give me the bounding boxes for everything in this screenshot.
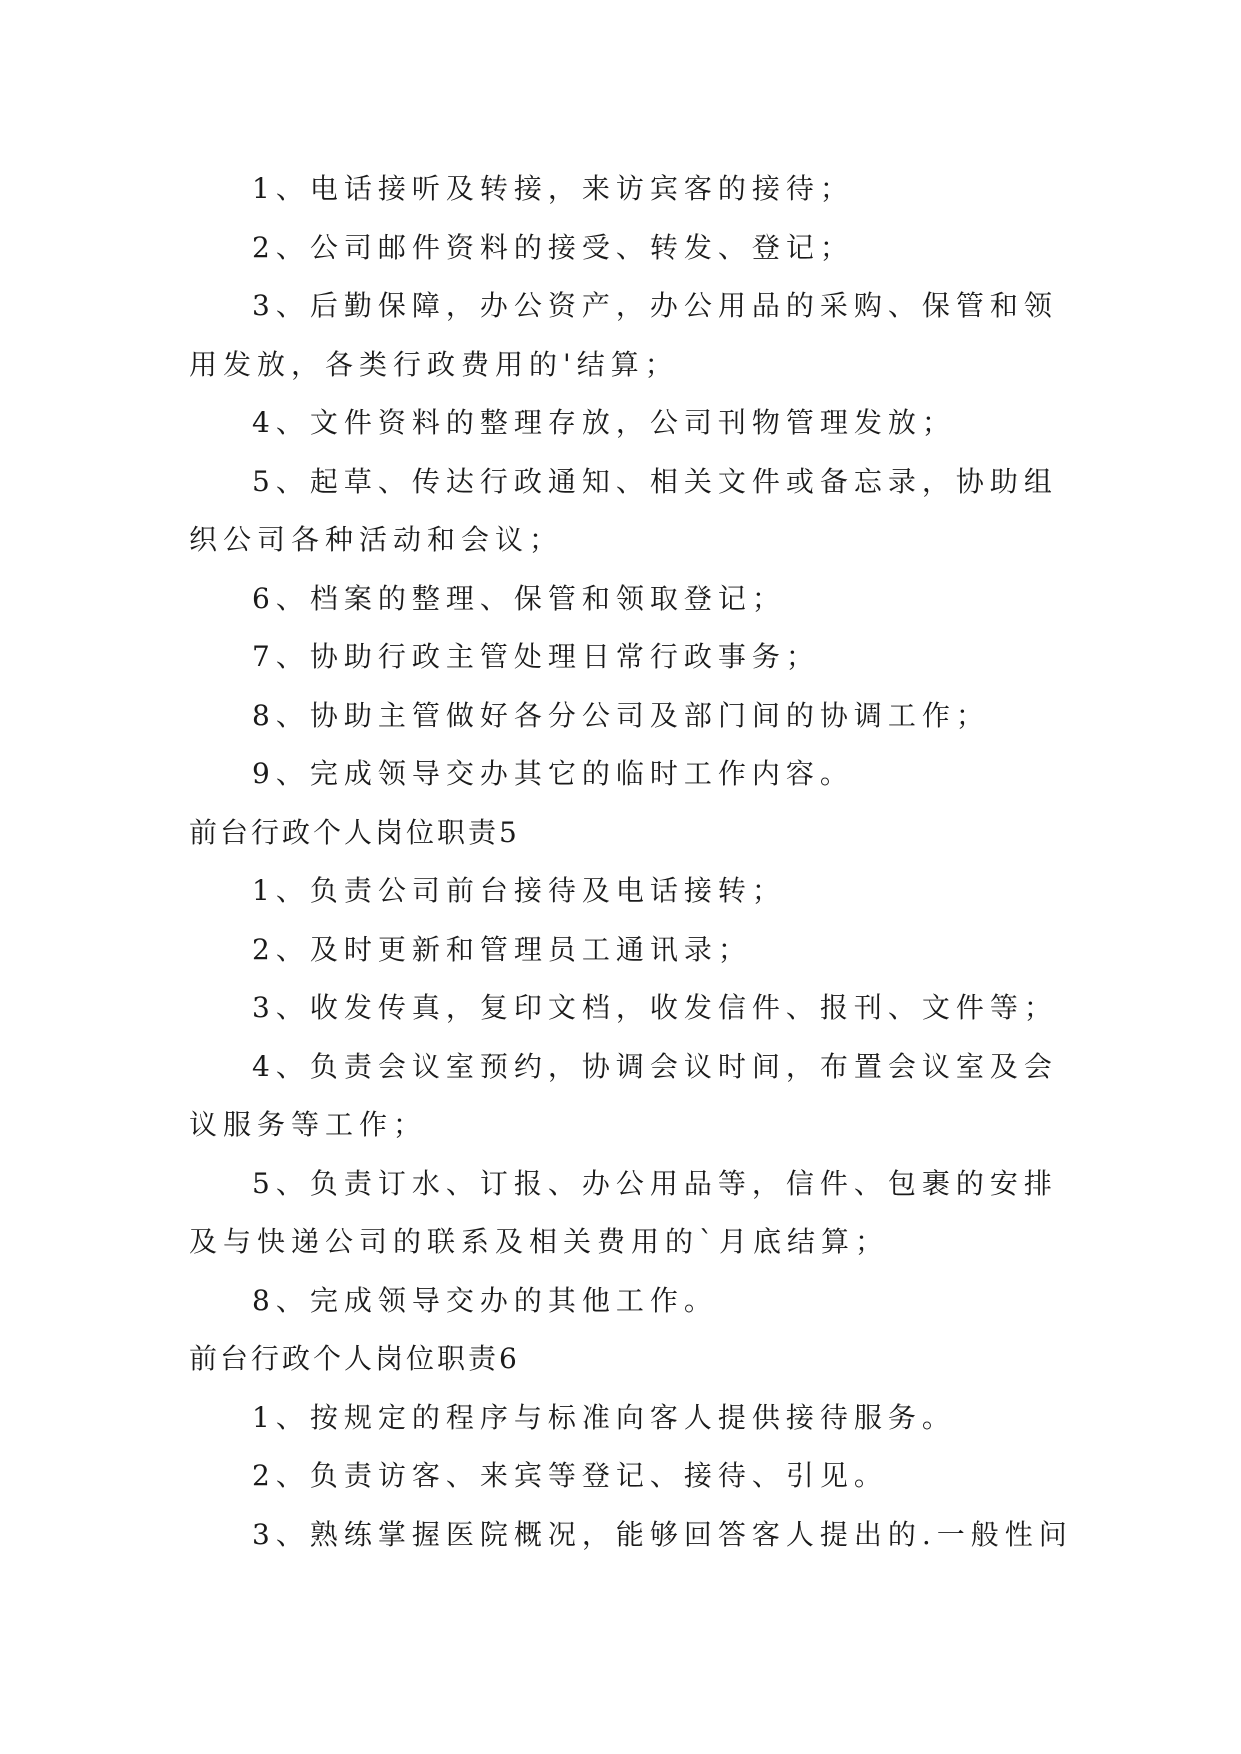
section-heading: 前台行政个人岗位职责6 [189, 1342, 520, 1375]
paragraph-line: 1、按规定的程序与标准向客人提供接待服务。 [252, 1400, 956, 1434]
paragraph-line: 5、起草、传达行政通知、相关文件或备忘录，协助组 [252, 464, 1058, 498]
document-page [189, 160, 1073, 1564]
paragraph-line-continuation: 及与快递公司的联系及相关费用的`月底结算； [189, 1225, 890, 1258]
paragraph-line: 8、协助主管做好各分公司及部门间的协调工作； [252, 698, 990, 732]
paragraph-line: 5、负责订水、订报、办公用品等，信件、包裹的安排 [252, 1166, 1058, 1200]
paragraph-line-continuation: 织公司各种活动和会议； [189, 523, 564, 556]
paragraph-line: 2、负责访客、来宾等登记、接待、引见。 [252, 1459, 888, 1492]
paragraph-line: 2、公司邮件资料的接受、转发、登记； [252, 230, 854, 264]
paragraph-line: 4、负责会议室预约，协调会议时间，布置会议室及会 [252, 1049, 1058, 1083]
paragraph-line-continuation: 用发放，各类行政费用的'结算； [189, 347, 679, 381]
paragraph-line: 3、后勤保障，办公资产，办公用品的采购、保管和领 [252, 289, 1058, 322]
paragraph-line-continuation: 议服务等工作； [189, 1108, 428, 1141]
paragraph-line: 1、负责公司前台接待及电话接转； [252, 874, 786, 907]
paragraph-line: 3、熟练掌握医院概况，能够回答客人提出的.一般性问 [252, 1517, 1073, 1551]
paragraph-line: 4、文件资料的整理存放，公司刊物管理发放； [252, 406, 956, 439]
section-heading: 前台行政个人岗位职责5 [189, 815, 520, 849]
paragraph-line: 1、电话接听及转接，来访宾客的接待； [252, 172, 854, 205]
paragraph-line: 6、档案的整理、保管和领取登记； [252, 581, 786, 615]
paragraph-line: 8、完成领导交办的其他工作。 [252, 1283, 718, 1317]
paragraph-line: 9、完成领导交办其它的临时工作内容。 [252, 757, 854, 790]
paragraph-line: 2、及时更新和管理员工通讯录； [252, 932, 752, 966]
paragraph-line: 7、协助行政主管处理日常行政事务； [252, 640, 820, 673]
paragraph-line: 3、收发传真，复印文档，收发信件、报刊、文件等； [252, 991, 1058, 1024]
